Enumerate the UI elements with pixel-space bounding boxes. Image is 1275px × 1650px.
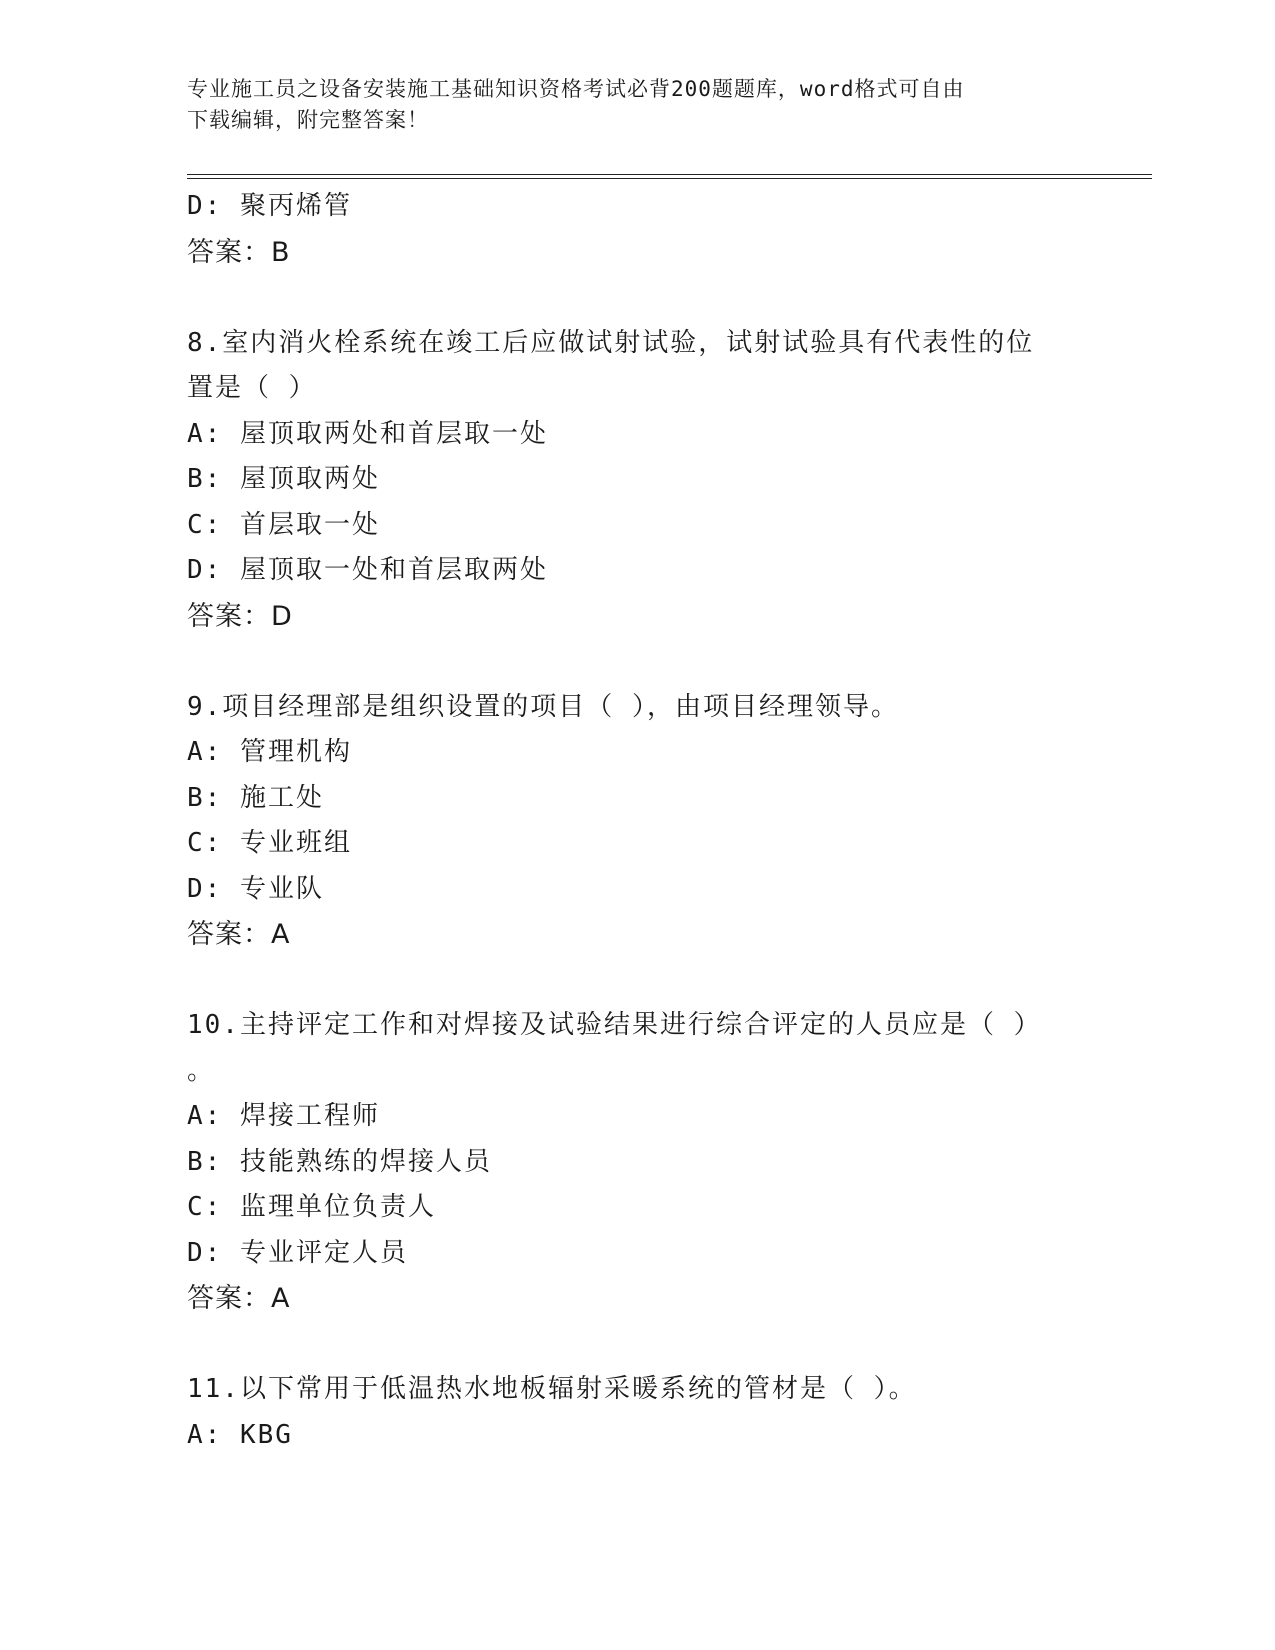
option-b: B: 屋顶取两处 <box>187 464 380 494</box>
answer-label: 答案：B <box>187 236 291 268</box>
option-d: D: 专业队 <box>187 873 324 904</box>
question-8 <box>187 321 1147 640</box>
question-7-tail <box>187 184 1147 275</box>
question-10 <box>187 1003 1147 1322</box>
header-divider-bottom <box>187 178 1152 179</box>
option-d: D: 专业评定人员 <box>187 1237 408 1268</box>
document-header <box>187 74 1087 136</box>
option-a: A: 管理机构 <box>187 737 352 767</box>
option-d: D: 屋顶取一处和首层取两处 <box>187 555 548 585</box>
option-b: B: 施工处 <box>187 782 324 813</box>
question-text: 9.项目经理部是组织设置的项目（ ），由项目经理领导。 <box>187 691 899 722</box>
answer-label: 答案：D <box>187 600 293 632</box>
question-text: 10.主持评定工作和对焊接及试验结果进行综合评定的人员应是（ ） <box>187 1010 1042 1040</box>
answer-label: 答案：A <box>187 919 291 950</box>
option-b: B: 技能熟练的焊接人员 <box>187 1146 492 1177</box>
question-11 <box>187 1367 1147 1458</box>
question-9 <box>187 685 1147 958</box>
header-line-2: 下载编辑，附完整答案！ <box>187 108 429 132</box>
option-c: C: 监理单位负责人 <box>187 1192 436 1222</box>
option-a: A: 屋顶取两处和首层取一处 <box>187 418 548 449</box>
question-text-cont: 。 <box>187 1055 216 1086</box>
header-divider-top <box>187 174 1152 175</box>
answer-label: 答案：A <box>187 1283 291 1314</box>
option-c: C: 首层取一处 <box>187 509 380 540</box>
question-text: 8.室内消火栓系统在竣工后应做试射试验，试射试验具有代表性的位 <box>187 327 1035 358</box>
question-text: 11.以下常用于低温热水地板辐射采暖系统的管材是（ ）。 <box>187 1374 917 1404</box>
question-list <box>187 184 1147 1458</box>
option-c: C: 专业班组 <box>187 828 352 858</box>
question-text-cont: 置是（ ） <box>187 373 317 403</box>
option-a: A: 焊接工程师 <box>187 1101 380 1131</box>
header-line-1: 专业施工员之设备安装施工基础知识资格考试必背200题题库，word格式可自由 <box>187 77 965 101</box>
option-a: A: KBG <box>187 1419 293 1450</box>
option-d: D: 聚丙烯管 <box>187 191 352 221</box>
